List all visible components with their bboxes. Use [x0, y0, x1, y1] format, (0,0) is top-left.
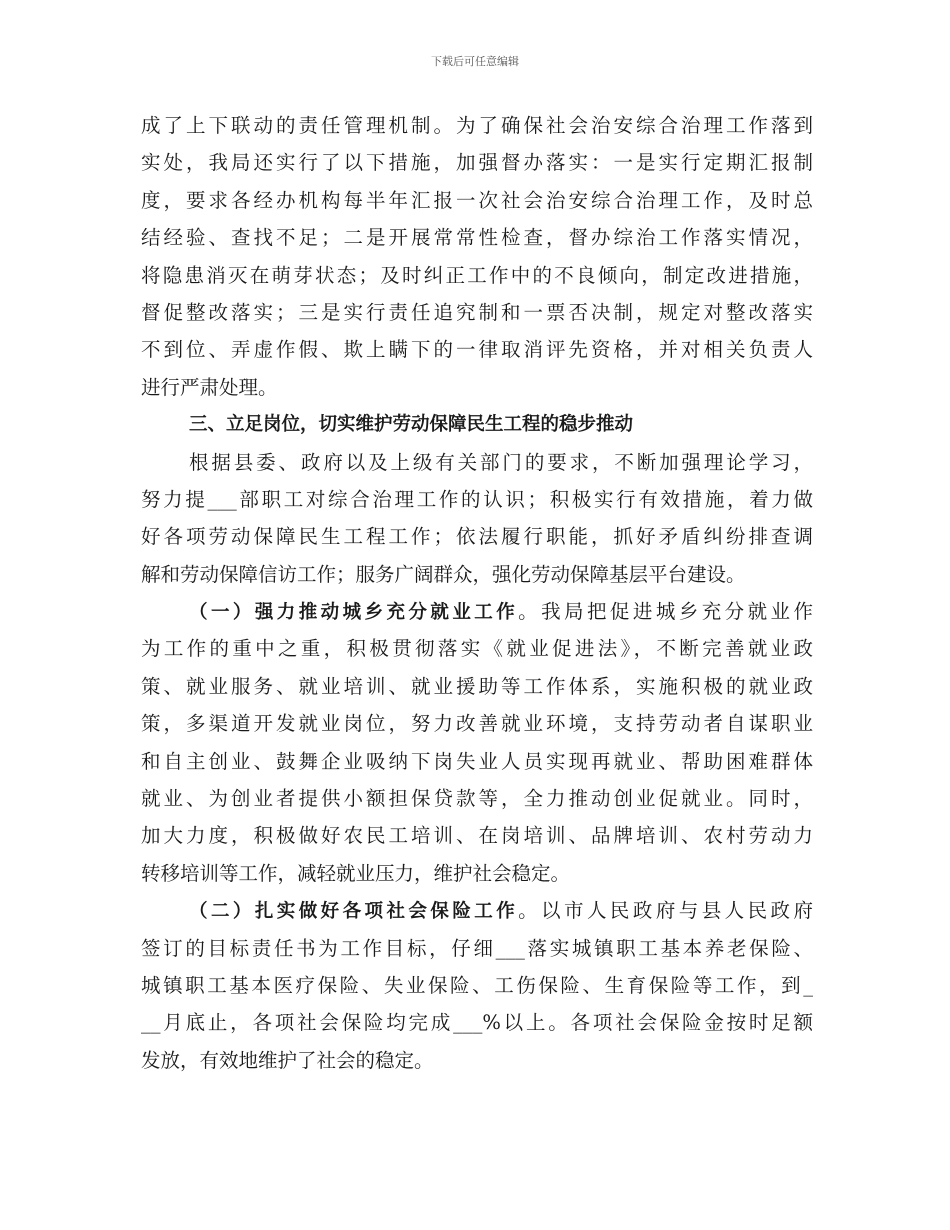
text-line: 好各项劳动保障民生工程工作；依法履行职能，抓好矛盾纠纷排查调	[141, 525, 813, 549]
text-run: 。我局把促进城乡充分就业作	[518, 600, 813, 624]
paragraph-section-intro	[141, 444, 813, 594]
text-line: 督促整改落实；三是实行责任追究制和一票否决制，规定对整改落实	[141, 300, 813, 324]
text-line: 城镇职工基本医疗保险、失业保险、工伤保险、生育保险等工作，到_	[141, 973, 813, 997]
text-line: 转移培训等工作，减轻就业压力，维护社会稳定。	[141, 861, 571, 885]
text-line: 签订的目标责任书为工作目标，仔细___落实城镇职工基本养老保险、	[141, 936, 813, 960]
text-line: 度，要求各经办机构每半年汇报一次社会治安综合治理工作，及时总	[141, 188, 813, 212]
text-line: __月底止，各项社会保险均完成___%以上。各项社会保险金按时足额	[141, 1011, 813, 1035]
paragraph-responsibility-mechanism	[141, 107, 813, 406]
section-heading: 三、立足岗位，切实维护劳动保障民生工程的稳步推动	[189, 414, 634, 436]
text-line: 策，多渠道开发就业岗位，努力改善就业环境，支持劳动者自谋职业	[141, 712, 813, 736]
document-body	[141, 107, 813, 1079]
text-line: 策、就业服务、就业培训、就业援助等工作体系，实施积极的就业政	[141, 674, 813, 698]
paragraph-social-insurance	[141, 892, 813, 1079]
text-line: 为工作的重中之重，积极贯彻落实《就业促进法》，不断完善就业政	[141, 637, 813, 661]
subsection-title: （一）强力推动城乡充分就业工作	[189, 602, 519, 624]
text-line: 不到位、弄虚作假、欺上瞒下的一律取消评先资格，并对相关负责人	[141, 338, 813, 362]
text-line: 发放，有效地维护了社会的稳定。	[141, 1048, 434, 1072]
subsection-title: （二）扎实做好各项社会保险工作	[189, 901, 519, 923]
text-line: 加大力度，积极做好农民工培训、在岗培训、品牌培训、农村劳动力	[141, 824, 813, 848]
text-line	[141, 892, 813, 929]
text-line: 结经验、查找不足；二是开展常常性检查，督办综治工作落实情况，	[141, 226, 813, 250]
text-line	[141, 593, 813, 630]
text-line: 和自主创业、鼓舞企业吸纳下岗失业人员实现再就业、帮助困难群体	[141, 749, 813, 773]
text-line: 成了上下联动的责任管理机制。为了确保社会治安综合治理工作落到	[141, 114, 813, 137]
text-line: 根据县委、政府以及上级有关部门的要求，不断加强理论学习，	[189, 450, 813, 474]
text-line: 就业、为创业者提供小额担保贷款等，全力推动创业促就业。同时，	[141, 787, 813, 811]
text-line: 解和劳动保障信访工作；服务广阔群众，强化劳动保障基层平台建设。	[141, 562, 746, 586]
paragraph-employment	[141, 593, 813, 892]
text-line: 实处，我局还实行了以下措施，加强督办落实：一是实行定期汇报制	[141, 151, 813, 175]
text-run: 。以市人民政府与县人民政府	[518, 899, 813, 923]
text-line: 进行严肃处理。	[141, 375, 278, 399]
text-line: 将隐患消灭在萌芽状态；及时纠正工作中的不良倾向，制定改进措施，	[141, 263, 813, 287]
text-line: 努力提___部职工对综合治理工作的认识；积极实行有效措施，着力做	[141, 487, 813, 511]
page-header-note: 下载后可任意编辑	[431, 55, 519, 68]
